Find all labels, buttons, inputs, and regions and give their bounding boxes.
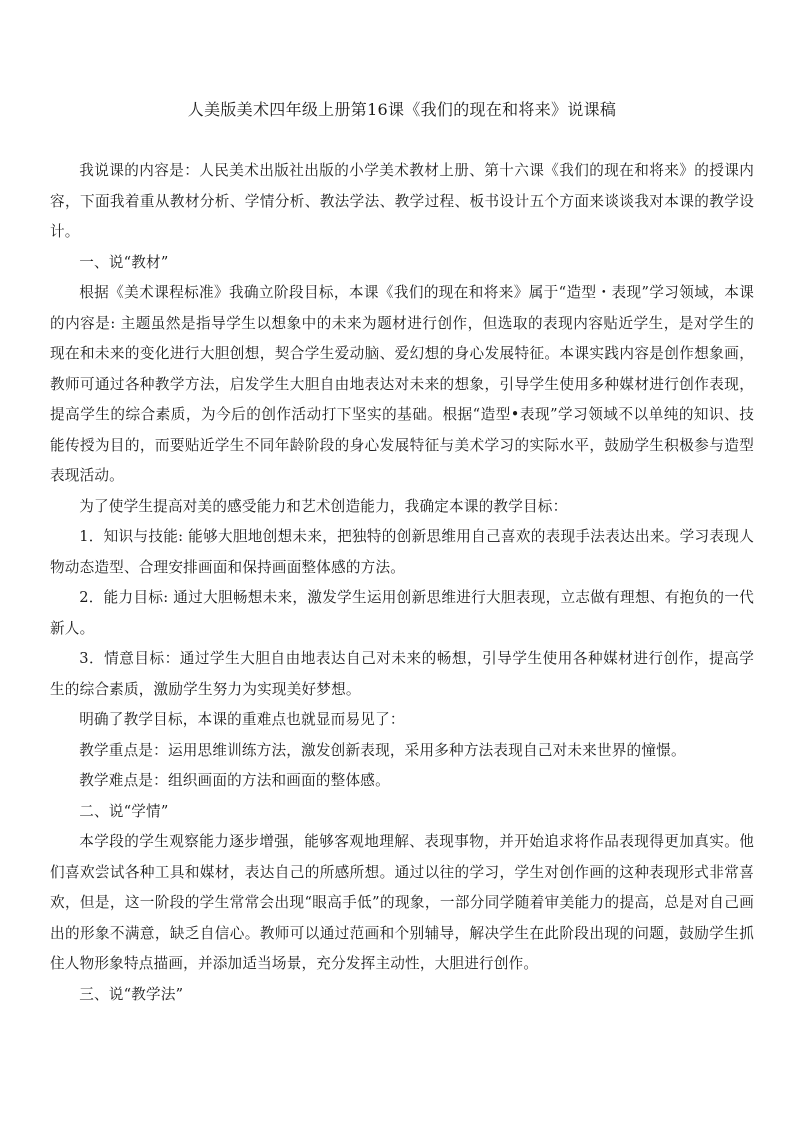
document-title: 人美版美术四年级上册第16课《我们的现在和将来》说课稿: [187, 100, 617, 119]
paragraph-textbook-analysis: 根据《美术课程标准》我确立阶段目标，本课《我们的现在和将来》属于“造型・表现”学习领域，本课的内容是: 主题虽然是指导学生以想象中的未来为题材进行创作，但选取的表现内容贴近学生，是对学生的现在和未来的变化进行大胆创想，契合学生爱动脑、爱幻想的身心发展特征。本课实践内容是创作想象画，教师可通过各种教学方法，启发学生大胆自由地表达对未来的想象，引导学生使用多种媒材进行创作表现，提高学生的综合素质，为今后的创作活动打下坚实的基础。根据“造型•表现”学习领域不以单纯的知识、技能传授为目的，而要贴近学生不同年龄阶段的身心发展特征与美术学习的实际水平，鼓励学生积极参与造型表现活动。: [50, 284, 754, 484]
section-heading-textbook: 一、说“教材”: [79, 253, 169, 271]
section-heading-methods: 三、说“教学法”: [79, 985, 184, 1003]
paragraph-goals-intro: 为了使学生提高对美的感受能力和艺术创造能力，我确定本课的教学目标：: [79, 497, 568, 515]
paragraph-goal-knowledge: 1．知识与技能: 能够大胆地创想未来，把独特的创新思维用自己喜欢的表现手法表达出来。学习表现人物动态造型、合理安排画面和保持画面整体感的方法。: [50, 528, 754, 576]
document-page: [50, 98, 754, 1010]
paragraph-intro: 我说课的内容是：人民美术出版社出版的小学美术教材上册、第十六课《我们的现在和将来》的授课内容，下面我着重从教材分析、学情分析、教法学法、教学过程、板书设计五个方面来谈谈我对本课的教学设计。: [50, 162, 754, 240]
paragraph-difficult-point: 教学难点是：组织画面的方法和画面的整体感。: [79, 772, 390, 789]
paragraph-goal-emotion: 3．情意目标：通过学生大胆自由地表达自己对未来的畅想，引导学生使用各种媒材进行创作，提高学生的综合素质，激励学生努力为实现美好梦想。: [50, 650, 754, 698]
paragraph-student-analysis: 本学段的学生观察能力逐步增强，能够客观地理解、表现事物，并开始追求将作品表现得更加真实。他们喜欢尝试各种工具和媒材，表达自己的所感所想。通过以往的学习，学生对创作画的这种表现形式非常喜欢，但是，这一阶段的学生常常会出现“眼高手低”的现象，一部分同学随着审美能力的提高，总是对自己画出的形象不满意，缺乏自信心。教师可以通过范画和个别辅导，解决学生在此阶段出现的问题，鼓励学生抓住人物形象特点描画，并添加适当场景，充分发挥主动性，大胆进行创作。: [50, 833, 754, 972]
paragraph-key-point: 教学重点是：运用思维训练方法，激发创新表现，采用多种方法表现自己对未来世界的憧憬。: [79, 741, 686, 759]
paragraph-goal-ability: 2．能力目标: 通过大胆畅想未来，激发学生运用创新思维进行大胆表现，立志做有理想、有抱负的一代新人。: [50, 589, 754, 637]
section-heading-students: 二、说“学情”: [79, 802, 169, 820]
paragraph-key-points-intro: 明确了教学目标，本课的重难点也就显而易见了：: [79, 711, 405, 728]
